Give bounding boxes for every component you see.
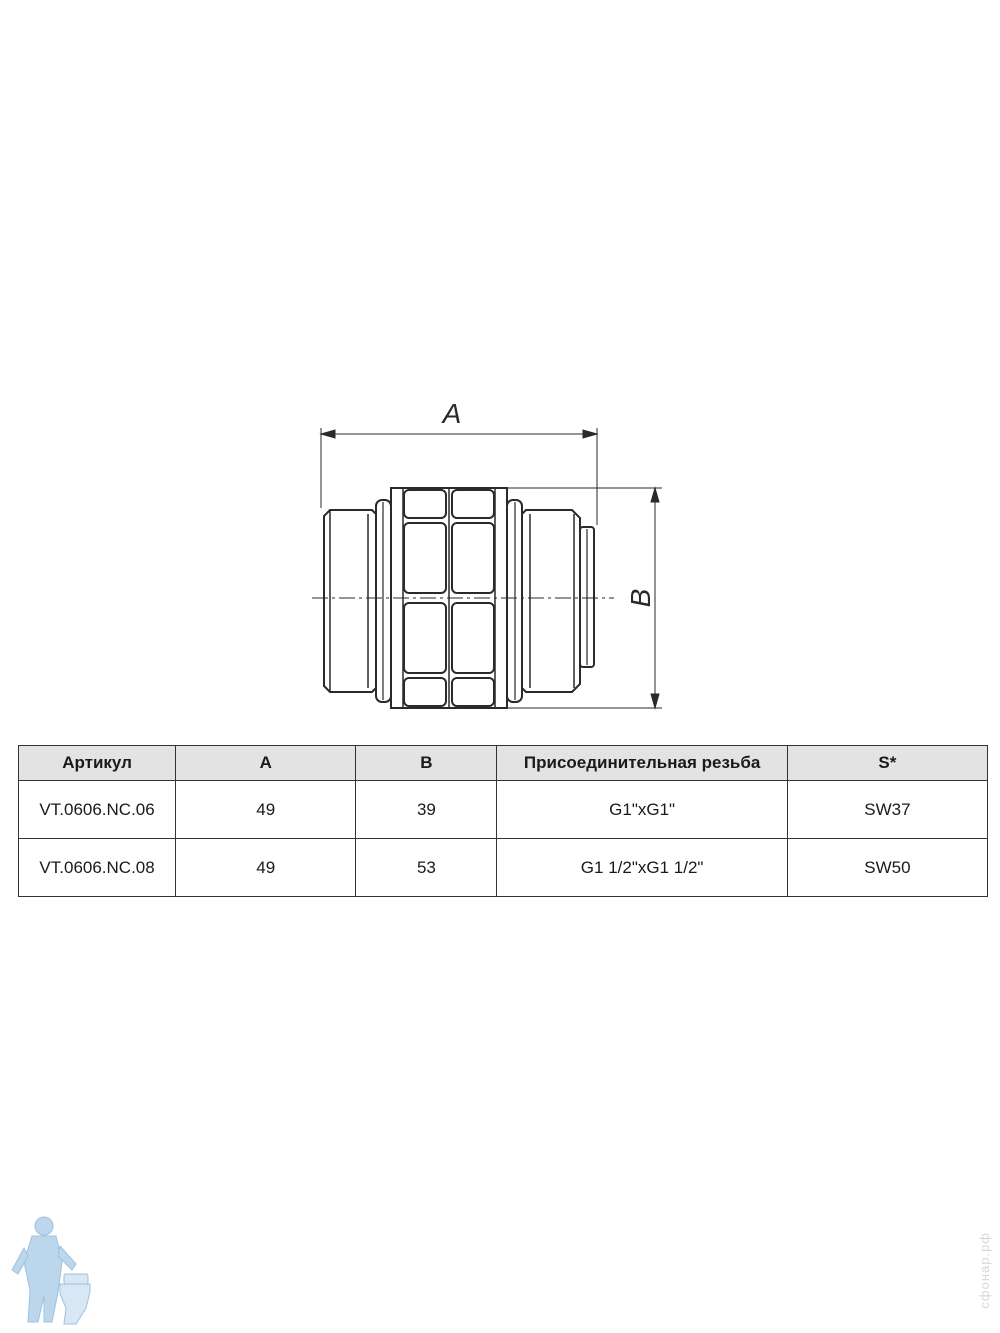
- header-thread: Присоединительная резьба: [497, 746, 787, 781]
- cell-a: 49: [176, 781, 356, 839]
- cell-thread: G1"xG1": [497, 781, 787, 839]
- header-s: S*: [787, 746, 987, 781]
- plumber-mascot-icon: [6, 1212, 96, 1330]
- header-b: B: [356, 746, 497, 781]
- table-row: [19, 839, 988, 897]
- dimension-a-label: A: [442, 398, 462, 429]
- cell-thread: G1 1/2"xG1 1/2": [497, 839, 787, 897]
- cell-article: VT.0606.NC.06: [19, 781, 176, 839]
- site-watermark: сфонар.рф: [977, 1232, 992, 1309]
- dimension-b-label: B: [625, 588, 656, 608]
- spec-table: [18, 745, 988, 897]
- cell-s: SW50: [787, 839, 987, 897]
- cell-b: 39: [356, 781, 497, 839]
- table-header-row: [19, 746, 988, 781]
- table-row: [19, 781, 988, 839]
- cell-s: SW37: [787, 781, 987, 839]
- header-a: A: [176, 746, 356, 781]
- cell-b: 53: [356, 839, 497, 897]
- cell-a: 49: [176, 839, 356, 897]
- cell-article: VT.0606.NC.08: [19, 839, 176, 897]
- header-article: Артикул: [19, 746, 176, 781]
